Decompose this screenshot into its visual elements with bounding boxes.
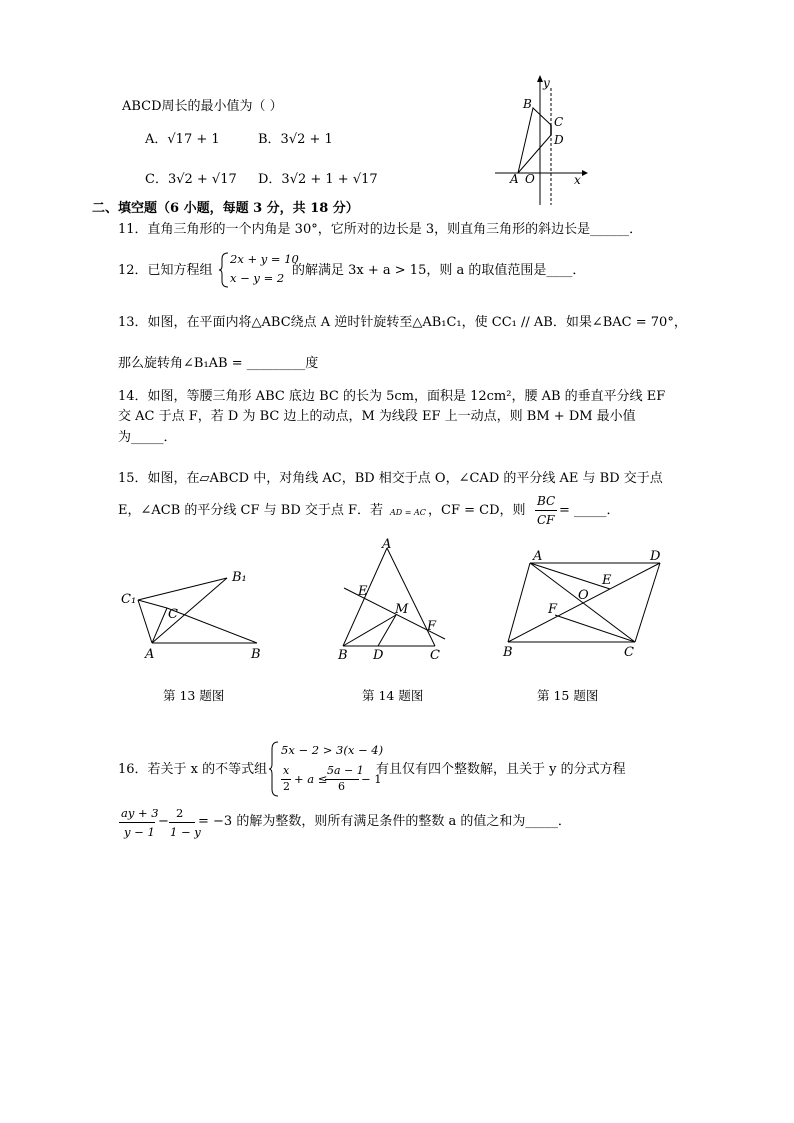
- q14-line3: 为_____．: [118, 430, 177, 445]
- brace-icon: [218, 251, 230, 289]
- f15-label-b: B: [503, 645, 513, 660]
- label-y: y: [543, 76, 550, 90]
- f13-label-b1: B₁: [232, 570, 247, 585]
- q16-ineq2-den: 6: [338, 780, 345, 793]
- q12-eq2: x − y = 2: [230, 271, 285, 285]
- q16-minus: −: [158, 814, 169, 829]
- q10-stem-tail: ABCD周长的最小值为（ ）: [122, 99, 283, 114]
- q16-tail: = −3 的解为整数，则所有满足条件的整数 a 的值之和为_____．: [198, 814, 571, 829]
- q12-suffix: 的解满足 3x + a > 15，则 a 的取值范围是____．: [292, 263, 586, 278]
- label-x: x: [574, 173, 581, 187]
- q16-brace-icon: [268, 740, 280, 798]
- f14-label-m: M: [395, 602, 409, 617]
- f14-label-e: E: [358, 584, 368, 599]
- q12-prefix: 12．已知方程组: [118, 263, 213, 278]
- q16-ineq2-tail: − 1: [361, 772, 382, 786]
- q16-f2-num: 2: [176, 806, 184, 820]
- q15-frac-den: CF: [537, 513, 555, 527]
- caption-figure-15: 第 15 题图: [537, 688, 599, 703]
- q15-line2d: = _____．: [559, 503, 620, 518]
- label-d: D: [554, 133, 564, 147]
- q16-ineq1: 5x − 2 > 3(x − 4): [281, 743, 384, 757]
- q15-line2c: ，CF = CD，则: [428, 503, 526, 518]
- f14-label-f: F: [427, 619, 437, 634]
- x-axis-arrow-icon: [582, 170, 588, 176]
- q16-mid: 有且仅有四个整数解，且关于 y 的分式方程: [376, 762, 626, 777]
- f15-label-c: C: [624, 645, 634, 660]
- q16-f1-den: y − 1: [124, 825, 155, 839]
- caption-figure-14: 第 14 题图: [362, 688, 424, 703]
- figure-13: [115, 565, 275, 665]
- q15-line2a: E，∠ACB 的平分线 CF 与 BD 交于点 F．若: [118, 503, 384, 518]
- caption-figure-13: 第 13 题图: [163, 688, 225, 703]
- f13-label-a: A: [145, 647, 155, 662]
- f14-label-c: C: [430, 648, 440, 663]
- q12-eq1: 2x + y = 10: [230, 252, 299, 266]
- label-a: A: [510, 172, 519, 186]
- q16-f1-bar: [119, 822, 155, 823]
- q10-option-a: A．√17 + 1: [145, 132, 220, 147]
- f13-label-b: B: [251, 647, 261, 662]
- label-b: B: [523, 97, 532, 111]
- f15-label-d: D: [650, 549, 661, 564]
- q10-option-d: D．3√2 + 1 + √17: [258, 172, 378, 187]
- q16-ineq2-x: x: [283, 764, 290, 777]
- q13-line2: 那么旋转角∠B₁AB = _________度: [118, 356, 319, 371]
- f14-label-d: D: [373, 648, 384, 663]
- q13-line1: 13．如图，在平面内将△ABC绕点 A 逆时针旋转至△AB₁C₁，使 CC₁ // AB．如果∠BAC = 70°，: [118, 315, 687, 330]
- q16-f2-bar: [169, 822, 195, 823]
- q10-option-b: B．3√2 + 1: [258, 132, 333, 147]
- q16-ineq2-mid: + a ≤: [294, 772, 328, 786]
- q15-frac-num: BC: [537, 494, 556, 508]
- q14-line1: 14．如图，等腰三角形 ABC 底边 BC 的长为 5cm，面积是 12cm²，腰 AB 的垂直平分线 EF: [118, 389, 666, 404]
- q10-option-c: C．3√2 + √17: [145, 172, 237, 187]
- f15-label-f: F: [548, 602, 558, 617]
- quad-edge-ad: [518, 135, 551, 173]
- q10-coordinate-figure: [490, 70, 590, 210]
- label-origin: O: [525, 172, 535, 186]
- q15-line2b: AD = AC: [390, 508, 426, 517]
- q16-ineq2-num: 5a − 1: [327, 764, 364, 777]
- q11-text: 11．直角三角形的一个内角是 30°，它所对的边长是 3，则直角三角形的斜边长是______．: [118, 222, 643, 237]
- figure-15: [500, 545, 675, 660]
- q16-prefix: 16．若关于 x 的不等式组: [118, 762, 268, 777]
- q14-line2: 交 AC 于点 F，若 D 为 BC 边上的动点，M 为线段 EF 上一动点，则 BM + DM 最小值: [118, 409, 636, 424]
- f15-label-a: A: [533, 549, 543, 564]
- q15-line1: 15．如图，在▱ABCD 中，对角线 AC，BD 相交于点 O，∠CAD 的平分线 AE 与 BD 交于点: [118, 471, 663, 486]
- f14-label-a: A: [382, 538, 392, 552]
- label-c: C: [554, 115, 564, 129]
- f13-label-c1: C₁: [121, 592, 137, 607]
- f15-label-e: E: [602, 573, 612, 588]
- figure-14: [330, 538, 455, 663]
- q16-f1-num: ay + 3: [121, 806, 159, 820]
- q16-ineq2-2: 2: [283, 780, 290, 793]
- f15-label-o: O: [578, 588, 589, 603]
- f14-label-b: B: [338, 648, 348, 663]
- q15-frac-bar: [535, 510, 557, 511]
- f13-label-c: C: [168, 607, 178, 622]
- section-title: 二、填空题（6 小题，每题 3 分，共 18 分）: [92, 201, 359, 216]
- q16-f2-den: 1 − y: [170, 825, 201, 839]
